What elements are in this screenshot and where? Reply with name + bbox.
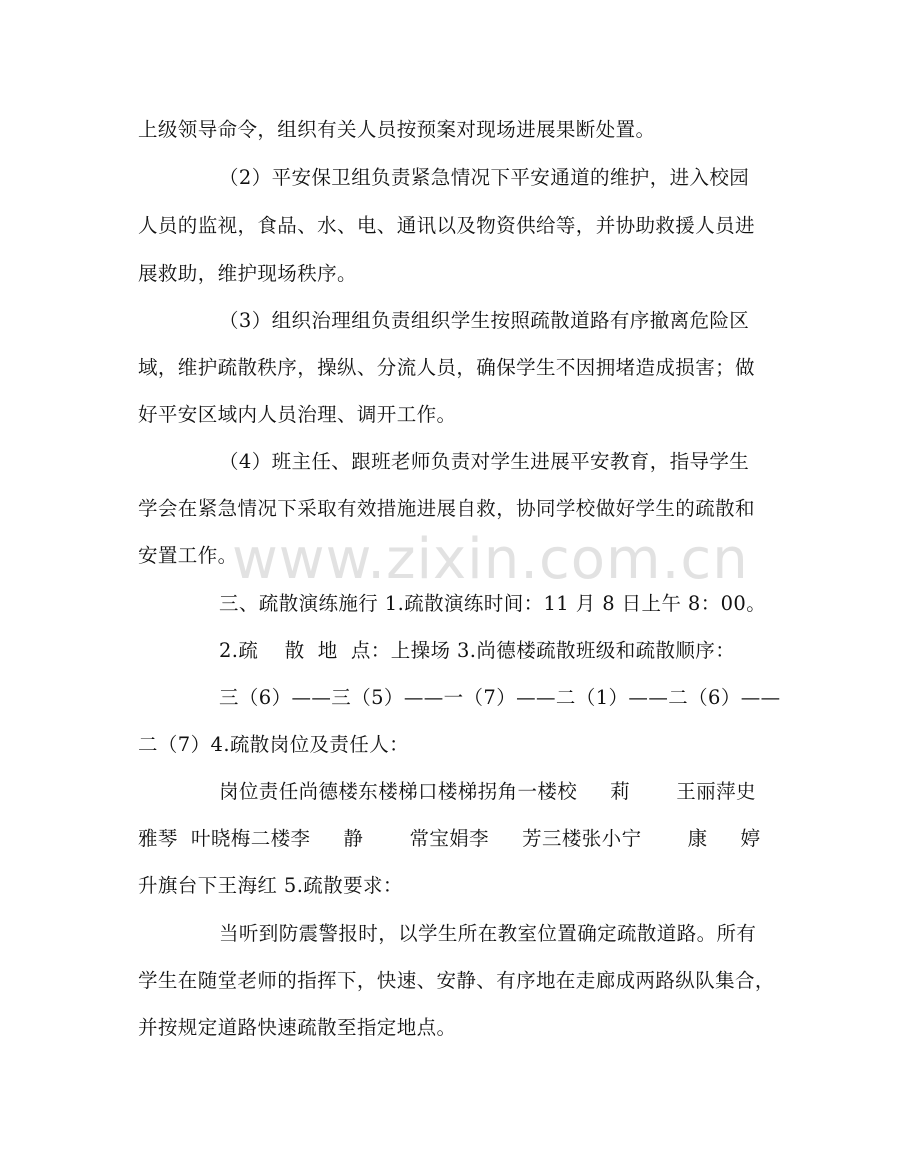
text-line: 人员的监视，食品、水、电、通讯以及物资供给等，并协助救援人员进 bbox=[138, 214, 755, 237]
text-line: 好平安区域内人员治理、调开工作。 bbox=[138, 403, 457, 426]
text-line: 岗位责任尚德楼东楼梯口楼梯拐角一楼校 莉 王丽萍史 bbox=[219, 780, 756, 803]
text-line: （2）平安保卫组负责紧急情况下平安通道的维护，进入校园 bbox=[219, 166, 750, 189]
text-line: （4）班主任、跟班老师负责对学生进展平安教育，指导学生 bbox=[219, 450, 750, 473]
text-line: 三、疏散演练施行 1.疏散演练时间：11 月 8 日上午 8：00。 bbox=[219, 592, 767, 615]
text-line: 2.疏 散 地 点：上操场 3.尚德楼疏散班级和疏散顺序： bbox=[219, 639, 736, 662]
text-line: 并按规定道路快速疏散至指定地点。 bbox=[138, 1016, 457, 1039]
text-line: 域，维护疏散秩序，操纵、分流人员，确保学生不因拥堵造成损害；做 bbox=[138, 356, 755, 379]
text-line: 当听到防震警报时，以学生所在教室位置确定疏散道路。所有 bbox=[219, 922, 757, 945]
text-line: 雅琴 叶晓梅二楼李 静 常宝娟李 芳三楼张小宁 康 婷 bbox=[138, 827, 761, 850]
text-line: （3）组织治理组负责组织学生按照疏散道路有序撤离危险区 bbox=[219, 309, 750, 332]
text-line: 学生在随堂老师的指挥下，快速、安静、有序地在走廊成两路纵队集合， bbox=[138, 969, 775, 992]
text-line: 升旗台下王海红 5.疏散要求： bbox=[138, 874, 403, 897]
text-line: 上级领导命令，组织有关人员按预案对现场进展果断处置。 bbox=[138, 118, 656, 141]
text-line: 二（7）4.疏散岗位及责任人： bbox=[138, 733, 410, 756]
text-line: 三（6）——三（5）——一（7）——二（1）——二（6）—— bbox=[219, 686, 781, 709]
text-line: 安置工作。 bbox=[138, 544, 238, 567]
text-line: 展救助，维护现场秩序。 bbox=[138, 262, 357, 285]
watermark: www.zixin.com.cn bbox=[232, 527, 749, 592]
text-line: 学会在紧急情况下采取有效措施进展自救，协同学校做好学生的疏散和 bbox=[138, 497, 755, 520]
